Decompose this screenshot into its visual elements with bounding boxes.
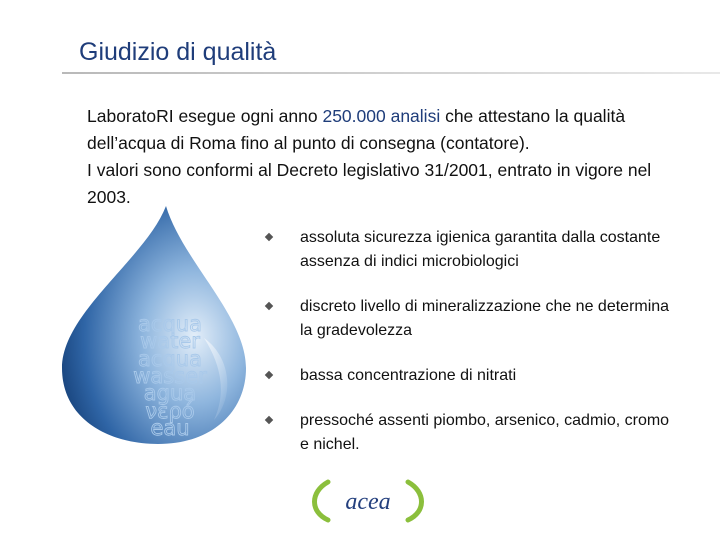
drop-word: eau (150, 416, 190, 440)
quality-bullet-list (262, 226, 672, 478)
drop-word: νερό (145, 399, 195, 423)
bullet-text: discreto livello di mineralizzazione che ne determina la gradevolezza (300, 298, 670, 339)
bullet-marker-icon (265, 371, 273, 379)
drop-word: agua (143, 381, 197, 405)
bullet-marker-icon (265, 233, 273, 241)
bullet-text: assoluta sicurezza igienica garantita dalla costante assenza di indici microbiologici (300, 229, 661, 270)
logo-right-bracket (408, 482, 422, 520)
acea-logo (308, 478, 428, 524)
bullet-text: bassa concentrazione di nitrati (300, 367, 517, 384)
title-divider (62, 72, 720, 74)
intro-legal-line: I valori sono conformi al Decreto legislativo 31/2001, entrato in vigore nel 2003. (87, 160, 652, 207)
bullet-text: pressoché assenti piombo, arsenico, cadmio, cromo e nichel. (300, 412, 670, 453)
intro-post: che attestano la qualità dell’acqua di Roma fino al punto di consegna (contatore). (87, 106, 626, 153)
logo-wordmark: acea (345, 489, 391, 515)
bullet-marker-icon (265, 416, 273, 424)
intro-pre: LaboratoRI esegue ogni anno (87, 106, 323, 126)
drop-word: wasser (133, 364, 207, 388)
bullet-item (262, 226, 672, 274)
bullet-item (262, 409, 672, 457)
intro-highlight: 250.000 analisi (322, 106, 441, 126)
bullet-marker-icon (265, 302, 273, 310)
water-drop-image (54, 198, 254, 448)
intro-text (87, 103, 657, 211)
slide-title: Giudizio di qualità (79, 38, 277, 66)
logo-left-bracket (315, 482, 329, 520)
drop-word: acqua (138, 347, 202, 371)
intro-paragraph (87, 103, 657, 157)
drop-word: water (140, 329, 200, 353)
bullet-item (262, 364, 672, 388)
bullet-item (262, 295, 672, 343)
drop-word: acqua (138, 312, 202, 336)
